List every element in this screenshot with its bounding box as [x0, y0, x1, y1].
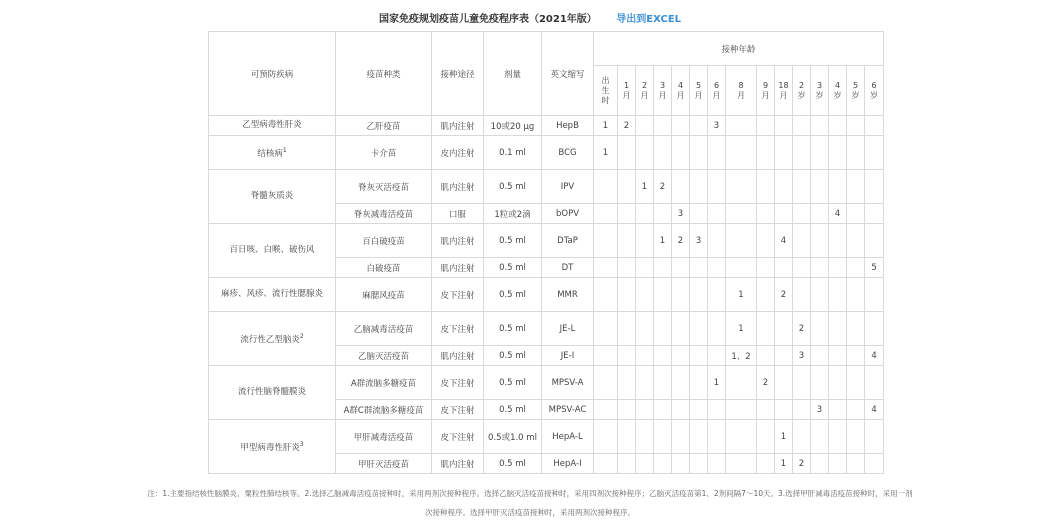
- cell-dose: 0.5 ml: [484, 346, 542, 366]
- cell-dose-number: [708, 400, 726, 420]
- cell-dose-number: [690, 420, 708, 454]
- cell-dose-number: [775, 312, 793, 346]
- cell-dose-number: [865, 224, 884, 258]
- page-title-bar: [0, 10, 1060, 25]
- cell-route: 皮下注射: [432, 420, 484, 454]
- cell-dose-number: [726, 400, 757, 420]
- table-row: [209, 170, 884, 204]
- cell-dose-number: [672, 400, 690, 420]
- header-age: 2 月: [636, 66, 654, 116]
- cell-dose: 0.5 ml: [484, 366, 542, 400]
- cell-dose-number: [618, 224, 636, 258]
- cell-dose-number: [654, 258, 672, 278]
- cell-dose-number: [865, 116, 884, 136]
- table-row: [209, 420, 884, 454]
- cell-abbr: MPSV-AC: [542, 400, 594, 420]
- cell-dose-number: [594, 224, 618, 258]
- cell-dose-number: [636, 366, 654, 400]
- cell-dose-number: [847, 136, 865, 170]
- cell-dose-number: 3: [690, 224, 708, 258]
- cell-dose-number: 2: [793, 454, 811, 474]
- cell-abbr: MMR: [542, 278, 594, 312]
- cell-route: 肌内注射: [432, 346, 484, 366]
- cell-vaccine: 乙脑减毒活疫苗: [336, 312, 432, 346]
- cell-disease: 百日咳、白喉、破伤风: [209, 224, 336, 278]
- cell-vaccine: A群流脑多糖疫苗: [336, 366, 432, 400]
- cell-dose-number: [636, 116, 654, 136]
- cell-dose-number: [594, 258, 618, 278]
- cell-dose-number: [636, 204, 654, 224]
- cell-dose: 0.1 ml: [484, 136, 542, 170]
- cell-dose-number: [654, 400, 672, 420]
- cell-abbr: BCG: [542, 136, 594, 170]
- cell-dose-number: [847, 258, 865, 278]
- cell-dose-number: [690, 204, 708, 224]
- cell-dose-number: [654, 454, 672, 474]
- cell-dose-number: 2: [775, 278, 793, 312]
- footnote-ref: 1: [282, 147, 287, 155]
- cell-dose-number: [726, 136, 757, 170]
- cell-dose-number: [654, 204, 672, 224]
- cell-dose-number: [618, 136, 636, 170]
- cell-dose-number: [672, 116, 690, 136]
- cell-dose-number: [726, 204, 757, 224]
- cell-route: 肌内注射: [432, 258, 484, 278]
- header-age: 出 生 时: [594, 66, 618, 116]
- cell-vaccine: A群C群流脑多糖疫苗: [336, 400, 432, 420]
- cell-dose-number: [726, 258, 757, 278]
- cell-dose-number: [811, 366, 829, 400]
- cell-vaccine: 甲肝减毒活疫苗: [336, 420, 432, 454]
- header-abbr: 英文缩写: [542, 32, 594, 116]
- cell-dose-number: [654, 116, 672, 136]
- cell-dose-number: [690, 312, 708, 346]
- cell-disease: 脊髓灰质炎: [209, 170, 336, 224]
- cell-vaccine: 百白破疫苗: [336, 224, 432, 258]
- cell-dose-number: [672, 278, 690, 312]
- immunization-schedule-table: [208, 31, 884, 474]
- cell-dose-number: [865, 420, 884, 454]
- cell-dose-number: [829, 366, 847, 400]
- cell-dose-number: [757, 454, 775, 474]
- cell-dose-number: [690, 400, 708, 420]
- cell-vaccine: 脊灰减毒活疫苗: [336, 204, 432, 224]
- cell-dose-number: [690, 116, 708, 136]
- cell-dose-number: [811, 136, 829, 170]
- cell-dose: 0.5或1.0 ml: [484, 420, 542, 454]
- cell-vaccine: 脊灰灭活疫苗: [336, 170, 432, 204]
- footnote: [0, 484, 1060, 522]
- header-age: 4 岁: [829, 66, 847, 116]
- cell-dose-number: [847, 116, 865, 136]
- cell-dose-number: [636, 400, 654, 420]
- cell-dose-number: [726, 116, 757, 136]
- cell-route: 口服: [432, 204, 484, 224]
- cell-dose-number: [775, 366, 793, 400]
- cell-dose-number: [636, 454, 654, 474]
- cell-dose-number: [757, 170, 775, 204]
- footnote-line-1: 注：1.主要指结核性脑膜炎、粟粒性肺结核等。2.选择乙脑减毒活疫苗接种时，采用两剂次接种程序。选择乙脑灭活疫苗接种时，采用四剂次接种程序；乙脑灭活疫苗第1、2剂间隔7～10天。3.选择甲肝减毒活疫苗接种时，采用一剂: [147, 489, 913, 498]
- cell-dose-number: [594, 400, 618, 420]
- header-age: 18 月: [775, 66, 793, 116]
- cell-dose-number: [618, 170, 636, 204]
- table-row: [209, 312, 884, 346]
- cell-dose-number: [618, 312, 636, 346]
- cell-dose-number: [829, 170, 847, 204]
- cell-dose: 10或20 μg: [484, 116, 542, 136]
- cell-route: 肌内注射: [432, 454, 484, 474]
- cell-dose-number: [654, 136, 672, 170]
- cell-dose-number: [793, 258, 811, 278]
- cell-dose-number: [708, 258, 726, 278]
- cell-dose-number: [811, 454, 829, 474]
- cell-dose-number: [636, 420, 654, 454]
- cell-dose-number: [757, 312, 775, 346]
- cell-dose-number: [865, 454, 884, 474]
- cell-abbr: HepB: [542, 116, 594, 136]
- cell-dose-number: 4: [775, 224, 793, 258]
- cell-dose-number: 1: [654, 224, 672, 258]
- header-age: 2 岁: [793, 66, 811, 116]
- table-row: [209, 116, 884, 136]
- cell-dose-number: 2: [654, 170, 672, 204]
- cell-vaccine: 卡介苗: [336, 136, 432, 170]
- cell-dose-number: [847, 278, 865, 312]
- cell-dose-number: [811, 258, 829, 278]
- cell-dose-number: 5: [865, 258, 884, 278]
- cell-dose-number: [654, 346, 672, 366]
- cell-dose-number: 3: [672, 204, 690, 224]
- table-row: [209, 224, 884, 258]
- cell-dose-number: [829, 400, 847, 420]
- header-age: 8 月: [726, 66, 757, 116]
- cell-disease: 流行性脑脊髓膜炎: [209, 366, 336, 420]
- cell-route: 皮下注射: [432, 312, 484, 346]
- cell-dose-number: [865, 312, 884, 346]
- cell-dose-number: [594, 278, 618, 312]
- cell-abbr: DT: [542, 258, 594, 278]
- cell-dose-number: [726, 454, 757, 474]
- cell-dose-number: [865, 136, 884, 170]
- cell-dose-number: [775, 116, 793, 136]
- cell-dose-number: [811, 224, 829, 258]
- cell-dose-number: [865, 170, 884, 204]
- cell-dose-number: [811, 346, 829, 366]
- cell-dose-number: [618, 400, 636, 420]
- cell-dose-number: [618, 454, 636, 474]
- cell-dose-number: [726, 366, 757, 400]
- cell-dose-number: [847, 454, 865, 474]
- cell-dose-number: [865, 204, 884, 224]
- cell-dose-number: [829, 116, 847, 136]
- cell-dose-number: [690, 170, 708, 204]
- cell-abbr: HepA-L: [542, 420, 594, 454]
- cell-dose-number: [775, 204, 793, 224]
- cell-dose-number: [654, 278, 672, 312]
- cell-dose-number: [775, 170, 793, 204]
- cell-dose-number: [618, 420, 636, 454]
- cell-disease: 麻疹、风疹、流行性腮腺炎: [209, 278, 336, 312]
- cell-route: 肌内注射: [432, 170, 484, 204]
- cell-dose-number: [672, 366, 690, 400]
- cell-dose-number: 2: [618, 116, 636, 136]
- cell-dose-number: [636, 278, 654, 312]
- cell-dose-number: [726, 224, 757, 258]
- header-age: 3 月: [654, 66, 672, 116]
- cell-dose-number: 2: [793, 312, 811, 346]
- cell-dose-number: 4: [865, 346, 884, 366]
- cell-dose-number: [594, 204, 618, 224]
- cell-dose-number: [793, 136, 811, 170]
- cell-vaccine: 白破疫苗: [336, 258, 432, 278]
- cell-dose-number: [708, 204, 726, 224]
- cell-dose: 0.5 ml: [484, 170, 542, 204]
- header-age: 1 月: [618, 66, 636, 116]
- cell-dose-number: [847, 420, 865, 454]
- cell-dose-number: [757, 346, 775, 366]
- cell-dose-number: [654, 312, 672, 346]
- cell-vaccine: 甲肝灭活疫苗: [336, 454, 432, 474]
- cell-dose-number: [690, 278, 708, 312]
- cell-abbr: MPSV-A: [542, 366, 594, 400]
- cell-dose-number: [865, 278, 884, 312]
- cell-disease: 乙型病毒性肝炎: [209, 116, 336, 136]
- cell-dose-number: [757, 420, 775, 454]
- cell-dose-number: [636, 346, 654, 366]
- cell-dose: 0.5 ml: [484, 258, 542, 278]
- cell-dose-number: [775, 400, 793, 420]
- cell-dose-number: 2: [672, 224, 690, 258]
- cell-dose: 0.5 ml: [484, 278, 542, 312]
- cell-route: 皮下注射: [432, 278, 484, 312]
- footnote-ref: 2: [299, 333, 304, 341]
- cell-dose-number: [672, 420, 690, 454]
- cell-dose-number: 4: [829, 204, 847, 224]
- cell-dose-number: [594, 346, 618, 366]
- cell-disease: 流行性乙型脑炎$^2$: [209, 312, 336, 366]
- cell-dose-number: [654, 366, 672, 400]
- cell-dose-number: [829, 454, 847, 474]
- cell-dose-number: [654, 420, 672, 454]
- cell-route: 皮下注射: [432, 366, 484, 400]
- cell-dose-number: 1: [594, 136, 618, 170]
- table-row: [209, 136, 884, 170]
- cell-dose-number: [793, 224, 811, 258]
- cell-dose-number: [811, 116, 829, 136]
- cell-dose-number: [672, 454, 690, 474]
- header-vaccine: 疫苗种类: [336, 32, 432, 116]
- cell-dose-number: [708, 312, 726, 346]
- cell-route: 皮下注射: [432, 400, 484, 420]
- cell-dose-number: [829, 346, 847, 366]
- cell-dose-number: [618, 278, 636, 312]
- cell-dose-number: [594, 454, 618, 474]
- cell-dose-number: [690, 136, 708, 170]
- cell-dose-number: [847, 312, 865, 346]
- cell-dose-number: [793, 420, 811, 454]
- cell-dose-number: [636, 258, 654, 278]
- cell-disease: 甲型病毒性肝炎$^3$: [209, 420, 336, 474]
- cell-abbr: HepA-I: [542, 454, 594, 474]
- cell-dose-number: 1: [775, 454, 793, 474]
- header-age: 4 月: [672, 66, 690, 116]
- cell-dose: 0.5 ml: [484, 312, 542, 346]
- cell-dose-number: [672, 258, 690, 278]
- cell-dose-number: [618, 258, 636, 278]
- cell-dose-number: [708, 224, 726, 258]
- header-age: 5 岁: [847, 66, 865, 116]
- cell-dose-number: [775, 258, 793, 278]
- cell-dose-number: [775, 136, 793, 170]
- cell-dose-number: 3: [793, 346, 811, 366]
- cell-dose-number: [636, 312, 654, 346]
- header-route: 接种途径: [432, 32, 484, 116]
- page-title: 国家免疫规划疫苗儿童免疫程序表（2021年版）: [378, 14, 597, 25]
- cell-dose-number: [793, 366, 811, 400]
- cell-dose-number: [726, 420, 757, 454]
- cell-dose-number: [672, 346, 690, 366]
- cell-dose-number: [793, 170, 811, 204]
- cell-dose-number: [618, 204, 636, 224]
- cell-dose-number: [708, 346, 726, 366]
- cell-dose-number: [594, 420, 618, 454]
- cell-dose-number: [829, 136, 847, 170]
- cell-dose-number: [690, 366, 708, 400]
- footnote-line-2: 次接种程序。选择甲肝灭活疫苗接种时，采用两剂次接种程序。: [425, 508, 635, 517]
- header-age: 6 岁: [865, 66, 884, 116]
- cell-dose-number: [829, 420, 847, 454]
- cell-dose-number: [829, 278, 847, 312]
- cell-dose-number: [757, 136, 775, 170]
- cell-dose: 1粒或2滴: [484, 204, 542, 224]
- cell-dose-number: [847, 170, 865, 204]
- cell-dose-number: [847, 400, 865, 420]
- cell-dose-number: [690, 346, 708, 366]
- cell-dose-number: [708, 278, 726, 312]
- cell-dose-number: [811, 170, 829, 204]
- cell-dose-number: [690, 454, 708, 474]
- cell-dose-number: [757, 258, 775, 278]
- cell-dose-number: [847, 224, 865, 258]
- cell-dose-number: [757, 224, 775, 258]
- table-row: [209, 366, 884, 400]
- cell-dose-number: 1: [708, 366, 726, 400]
- cell-dose-number: [672, 136, 690, 170]
- cell-dose-number: [636, 224, 654, 258]
- cell-dose-number: 3: [708, 116, 726, 136]
- cell-abbr: DTaP: [542, 224, 594, 258]
- cell-abbr: JE-I: [542, 346, 594, 366]
- cell-dose-number: 3: [811, 400, 829, 420]
- cell-dose-number: [811, 278, 829, 312]
- cell-dose: 0.5 ml: [484, 400, 542, 420]
- cell-abbr: IPV: [542, 170, 594, 204]
- cell-dose-number: [757, 278, 775, 312]
- cell-dose-number: [847, 366, 865, 400]
- cell-dose-number: [757, 204, 775, 224]
- cell-dose-number: [618, 366, 636, 400]
- cell-dose-number: [708, 170, 726, 204]
- cell-disease: 结核病$^1$: [209, 136, 336, 170]
- cell-dose-number: [829, 258, 847, 278]
- cell-dose-number: [865, 366, 884, 400]
- cell-dose-number: [690, 258, 708, 278]
- cell-dose-number: [594, 366, 618, 400]
- cell-route: 肌内注射: [432, 116, 484, 136]
- cell-dose-number: [672, 312, 690, 346]
- export-excel-link[interactable]: 导出到EXCEL: [616, 14, 682, 25]
- cell-dose-number: [793, 116, 811, 136]
- header-age: 3 岁: [811, 66, 829, 116]
- cell-dose-number: 2: [757, 366, 775, 400]
- header-disease: 可预防疾病: [209, 32, 336, 116]
- cell-dose-number: [775, 346, 793, 366]
- header-age: 6 月: [708, 66, 726, 116]
- header-age: 5 月: [690, 66, 708, 116]
- cell-dose: 0.5 ml: [484, 454, 542, 474]
- cell-dose-number: [811, 204, 829, 224]
- cell-dose-number: 1、2: [726, 346, 757, 366]
- cell-dose-number: 1: [775, 420, 793, 454]
- cell-dose-number: 1: [726, 278, 757, 312]
- table-row: [209, 278, 884, 312]
- cell-dose-number: 1: [594, 116, 618, 136]
- cell-dose-number: 4: [865, 400, 884, 420]
- header-age: 9 月: [757, 66, 775, 116]
- cell-dose-number: 1: [726, 312, 757, 346]
- cell-dose-number: [793, 204, 811, 224]
- cell-dose-number: 1: [636, 170, 654, 204]
- cell-abbr: JE-L: [542, 312, 594, 346]
- cell-vaccine: 乙脑灭活疫苗: [336, 346, 432, 366]
- cell-abbr: bOPV: [542, 204, 594, 224]
- cell-dose-number: [757, 400, 775, 420]
- cell-dose-number: [618, 346, 636, 366]
- cell-vaccine: 乙肝疫苗: [336, 116, 432, 136]
- cell-dose-number: [829, 312, 847, 346]
- header-age-group: 接种年龄: [594, 32, 884, 66]
- cell-dose-number: [708, 454, 726, 474]
- cell-dose-number: [594, 170, 618, 204]
- cell-dose-number: [672, 170, 690, 204]
- cell-dose-number: [811, 312, 829, 346]
- cell-dose-number: [708, 420, 726, 454]
- header-dose: 剂量: [484, 32, 542, 116]
- cell-dose: 0.5 ml: [484, 224, 542, 258]
- cell-dose-number: [757, 116, 775, 136]
- cell-dose-number: [847, 204, 865, 224]
- cell-vaccine: 麻腮风疫苗: [336, 278, 432, 312]
- cell-dose-number: [594, 312, 618, 346]
- cell-dose-number: [847, 346, 865, 366]
- cell-route: 肌内注射: [432, 224, 484, 258]
- cell-dose-number: [726, 170, 757, 204]
- footnote-ref: 3: [299, 441, 304, 449]
- cell-dose-number: [793, 400, 811, 420]
- cell-route: 皮内注射: [432, 136, 484, 170]
- cell-dose-number: [811, 420, 829, 454]
- cell-dose-number: [829, 224, 847, 258]
- cell-dose-number: [636, 136, 654, 170]
- cell-dose-number: [793, 278, 811, 312]
- cell-dose-number: [708, 136, 726, 170]
